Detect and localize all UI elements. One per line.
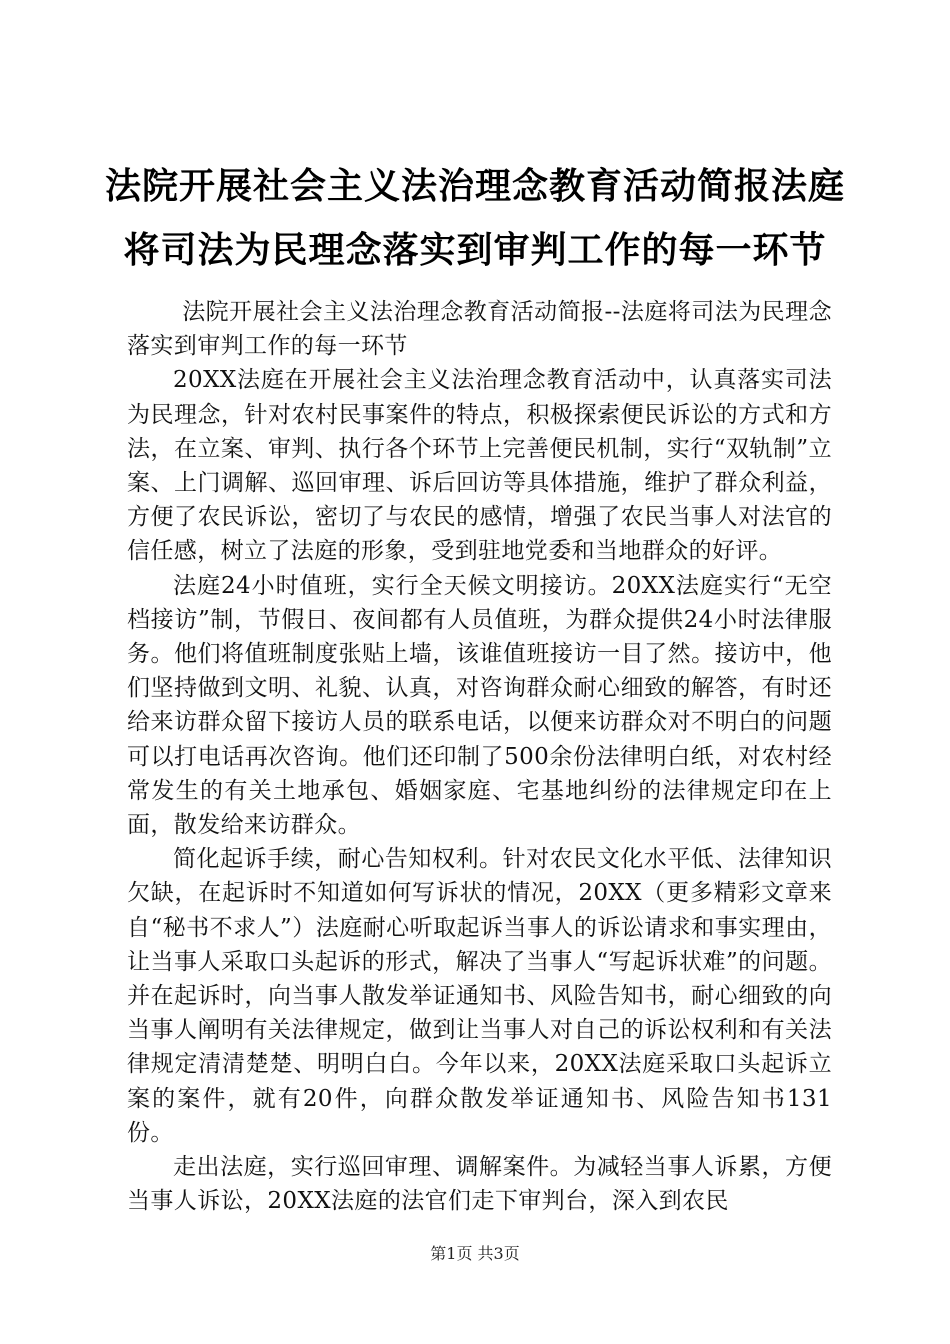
document-title <box>100 155 850 283</box>
paragraph-circuit: 走出法庭，实行巡回审理、调解案件。为减轻当事人诉累，方便当事人诉讼，20XX法庭的法官们走下审判台，深入到农民 <box>127 1154 832 1215</box>
title-line-1: 法院开展社会主义法治理念教育活动简报法庭 <box>104 166 845 207</box>
page-footer: 第1页 共3页 <box>430 1244 520 1263</box>
title-line-2: 将司法为民理念落实到审判工作的每一环节 <box>123 230 827 271</box>
paragraph-intro: 20XX法庭在开展社会主义法治理念教育活动中，认真落实司法为民理念，针对农村民事案件的特点，积极探索便民诉讼的方式和方法，在立案、审判、执行各个环节上完善便民机制，实行“双轨制”立案、上门调解、巡回审理、诉后回访等具体措施，维护了群众利益，方便了农民诉讼，密切了与农民的感情，增强了农民当事人对法官的信任感，树立了法庭的形象，受到驻地党委和当地群众的好评。 <box>127 367 832 565</box>
paragraph-duty: 法庭24小时值班，实行全天候文明接访。20XX法庭实行“无空档接访”制，节假日、夜间都有人员值班，为群众提供24小时法律服务。他们将值班制度张贴上墙，该谁值班接访一目了然。接访中，他们坚持做到文明、礼貌、认真，对咨询群众耐心细致的解答，有时还给来访群众留下接访人员的联系电话，以便来访群众对不明白的问题可以打电话再次咨询。他们还印制了500余份法律明白纸，对农村经常发生的有关土地承包、婚姻家庭、宅基地纠纷的法律规定印在上面，散发给来访群众。 <box>127 572 832 839</box>
paragraph-subtitle: 法院开展社会主义法治理念教育活动简报--法庭将司法为民理念落实到审判工作的每一环节 <box>127 299 832 360</box>
document-body <box>127 295 832 1218</box>
paragraph-simplify: 简化起诉手续，耐心告知权利。针对农民文化水平低、法律知识欠缺，在起诉时不知道如何写诉状的情况，20XX（更多精彩文章来自“秘书不求人”）法庭耐心听取起诉当事人的诉讼请求和事实理由，让当事人采取口头起诉的形式，解决了当事人“写起诉状难”的问题。并在起诉时，向当事人散发举证通知书、风险告知书，耐心细致的向当事人阐明有关法律规定，做到让当事人对自己的诉讼权利和有关法律规定清清楚楚、明明白白。今年以来，20XX法庭采取口头起诉立案的案件，就有20件，向群众散发举证通知书、风险告知书131份。 <box>127 846 832 1146</box>
